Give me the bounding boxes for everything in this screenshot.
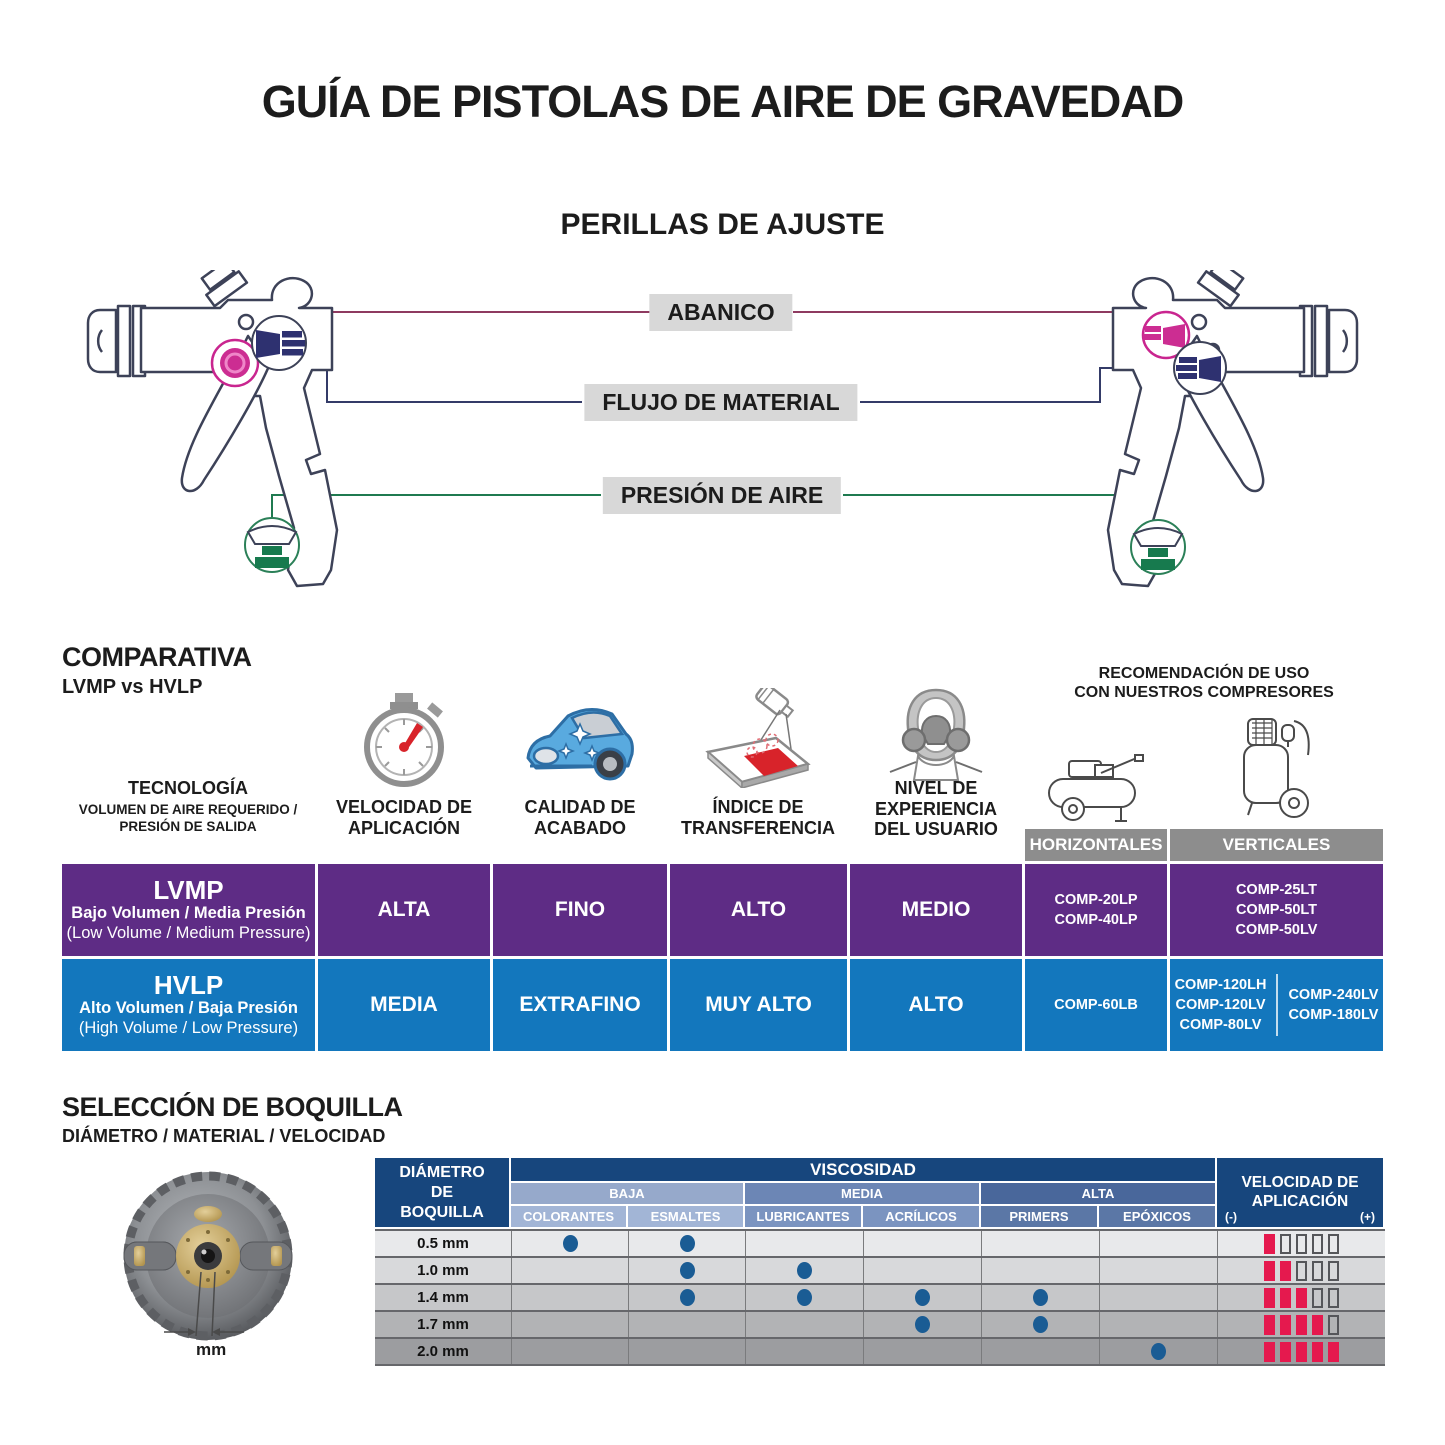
material-dot <box>680 1262 695 1279</box>
velocity-header <box>1217 1158 1385 1229</box>
presion-knob-icon <box>245 518 299 572</box>
compressor-heading-line1: RECOMENDACIÓN DE USO <box>1098 665 1310 682</box>
material-epoxicos: EPÓXICOS <box>1099 1206 1217 1229</box>
stopwatch-icon <box>359 693 449 788</box>
model: COMP-120LV <box>1175 996 1266 1013</box>
hvlp-velocidad-cell: MEDIA <box>318 959 490 1051</box>
compressor-recommendation-heading <box>1024 664 1384 702</box>
material-dot <box>915 1316 930 1333</box>
model: COMP-240LV <box>1288 986 1379 1003</box>
lvmp-verticales-cell <box>1170 864 1383 956</box>
speed-bars <box>1264 1342 1339 1362</box>
lvmp-desc-en: (Low Volume / Medium Pressure) <box>66 923 311 942</box>
indice-column-header <box>668 797 848 838</box>
material-acrilicos: ACRÍLICOS <box>863 1206 981 1229</box>
presion-de-aire-label: PRESIÓN DE AIRE <box>603 477 841 514</box>
lvmp-calidad-cell: FINO <box>493 864 667 956</box>
lvmp-name: LVMP <box>153 874 224 905</box>
horizontales-header: HORIZONTALES <box>1025 829 1167 861</box>
velocidad-title: VELOCIDAD DE APLICACIÓN <box>335 797 472 838</box>
model: COMP-50LV <box>1235 922 1318 939</box>
model: COMP-20LP <box>1054 891 1138 908</box>
tecnologia-title: TECNOLOGÍA <box>128 778 248 798</box>
speed-bars <box>1264 1261 1339 1281</box>
speed-bars <box>1264 1315 1339 1335</box>
flujo-knob-icon <box>1174 342 1226 394</box>
tecnologia-column-header <box>53 778 323 835</box>
material-colorantes: COLORANTES <box>511 1206 628 1229</box>
nivel-column-header <box>874 778 999 840</box>
calidad-title: CALIDAD DE ACABADO <box>524 797 636 838</box>
hvlp-verticales-cell <box>1170 959 1383 1051</box>
hvlp-name: HVLP <box>153 969 224 1000</box>
velocity-header-text: VELOCIDAD DE APLICACIÓN <box>1241 1173 1359 1210</box>
spray-gun-left-illustration <box>80 270 540 600</box>
verticales-list-b <box>1288 985 1378 1026</box>
nozzle-row-1.0mm <box>375 1256 1385 1283</box>
hvlp-desc-en: (High Volume / Low Pressure) <box>78 1018 299 1037</box>
lvmp-horizontales-cell <box>1025 864 1167 956</box>
presion-knob-icon <box>1131 520 1185 574</box>
material-dot <box>915 1289 930 1306</box>
model: COMP-25LT <box>1235 881 1318 898</box>
velocity-plus-label: (+) <box>1360 1209 1375 1224</box>
lvmp-velocidad-cell: ALTA <box>318 864 490 956</box>
abanico-label: ABANICO <box>649 294 792 331</box>
paint-transfer-icon <box>700 688 816 788</box>
viscosity-header: VISCOSIDAD <box>511 1158 1217 1183</box>
abanico-knob-icon <box>212 340 258 386</box>
material-dot <box>680 1235 695 1252</box>
speed-bars <box>1264 1234 1339 1254</box>
material-primers: PRIMERS <box>981 1206 1099 1229</box>
compressor-heading-line2: CON NUESTROS COMPRESORES <box>1074 684 1334 702</box>
page-title: GUÍA DE PISTOLAS DE AIRE DE GRAVEDAD <box>261 76 1184 127</box>
flujo-de-material-label: FLUJO DE MATERIAL <box>584 384 857 421</box>
mm-dimension-label: mm <box>196 1340 227 1359</box>
lvmp-nivel-cell: MEDIO <box>850 864 1022 956</box>
comparison-title: COMPARATIVA <box>62 642 252 672</box>
diameter-value: 1.4 mm <box>417 1289 469 1306</box>
nozzle-section-title: SELECCIÓN DE BOQUILLA <box>62 1092 403 1122</box>
nozzle-section-subtitle: DIÁMETRO / MATERIAL / VELOCIDAD <box>62 1126 386 1146</box>
nozzle-table-body <box>375 1229 1385 1366</box>
model: COMP-40LP <box>1054 912 1138 928</box>
diameter-value: 2.0 mm <box>417 1343 469 1360</box>
hvlp-indice-cell: MUY ALTO <box>670 959 847 1051</box>
lvmp-indice-cell: ALTO <box>670 864 847 956</box>
hvlp-horizontales-cell <box>1025 959 1167 1051</box>
lvmp-tech-cell <box>62 864 315 956</box>
comparison-table <box>62 864 1383 1051</box>
indice-title: ÍNDICE DE TRANSFERENCIA <box>680 797 835 838</box>
speed-bars <box>1264 1288 1339 1308</box>
flujo-knob-icon <box>252 316 306 370</box>
nozzle-row-1.7mm <box>375 1310 1385 1337</box>
viscosity-group-alta: ALTA <box>981 1183 1217 1206</box>
material-esmaltes: ESMALTES <box>628 1206 745 1229</box>
model: COMP-50LT <box>1235 901 1318 918</box>
model: COMP-180LV <box>1288 1007 1379 1023</box>
material-dot <box>1151 1343 1166 1360</box>
material-dot <box>1033 1289 1048 1306</box>
knobs-section-title: PERILLAS DE AJUSTE <box>560 208 885 241</box>
comparison-subtitle: LVMP vs HVLP <box>62 676 203 698</box>
material-dot <box>680 1289 695 1306</box>
nivel-title: NIVEL DE EXPERIENCIA DEL USUARIO <box>874 778 998 840</box>
diameter-value: 1.7 mm <box>417 1316 469 1333</box>
material-lubricantes: LUBRICANTES <box>745 1206 863 1229</box>
velocidad-column-header <box>324 797 484 838</box>
velocity-minus-label: (-) <box>1225 1209 1237 1224</box>
viscosity-group-baja: BAJA <box>511 1183 745 1206</box>
hvlp-desc-es: Alto Volumen / Baja Presión <box>79 998 298 1017</box>
nozzle-row-0.5mm <box>375 1229 1385 1256</box>
hvlp-calidad-cell: EXTRAFINO <box>493 959 667 1051</box>
material-dot <box>797 1262 812 1279</box>
material-dot <box>563 1235 578 1252</box>
diameter-header <box>375 1158 511 1229</box>
nozzle-row-2.0mm <box>375 1337 1385 1366</box>
nozzle-photo <box>100 1168 325 1353</box>
car-icon <box>522 700 638 784</box>
nozzle-table <box>375 1158 1385 1366</box>
verticales-list-a <box>1175 975 1267 1036</box>
vertical-divider <box>1276 974 1278 1036</box>
model: COMP-80LV <box>1179 1017 1262 1034</box>
horizontal-compressor-icon <box>1043 745 1151 825</box>
lvmp-desc-es: Bajo Volumen / Media Presión <box>71 903 306 922</box>
calidad-column-header <box>510 797 650 838</box>
nozzle-row-1.4mm <box>375 1283 1385 1310</box>
diameter-value: 1.0 mm <box>417 1262 469 1279</box>
vertical-compressor-icon <box>1228 715 1324 825</box>
nozzle-table-header <box>375 1158 1385 1229</box>
verticales-header: VERTICALES <box>1170 829 1383 861</box>
hvlp-tech-cell <box>62 959 315 1051</box>
spray-gun-right-illustration <box>905 270 1365 600</box>
hvlp-nivel-cell: ALTO <box>850 959 1022 1051</box>
diameter-value: 0.5 mm <box>417 1235 469 1252</box>
viscosity-group-media: MEDIA <box>745 1183 981 1206</box>
model: COMP-60LB <box>1054 996 1138 1013</box>
diameter-header-text: DIÁMETRO DE BOQUILLA <box>399 1163 485 1221</box>
model: COMP-120LH <box>1174 976 1267 993</box>
material-dot <box>1033 1316 1048 1333</box>
tecnologia-subtitle: VOLUMEN DE AIRE REQUERIDO / PRESIÓN DE SALIDA <box>78 801 298 834</box>
material-dot <box>797 1289 812 1306</box>
